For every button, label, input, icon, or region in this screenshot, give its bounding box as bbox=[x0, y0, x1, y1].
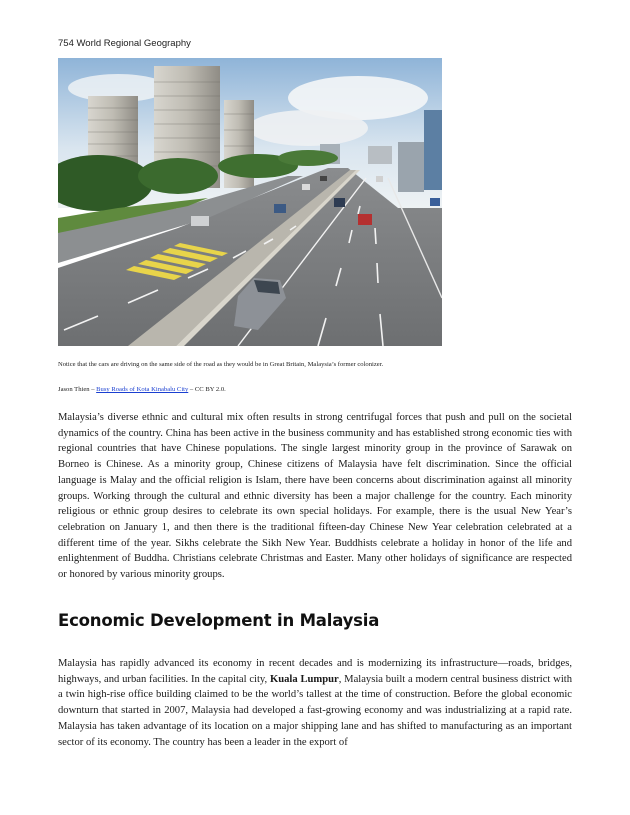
running-header: 754 World Regional Geography bbox=[58, 38, 191, 49]
section-heading: Economic Development in Malaysia bbox=[58, 611, 380, 630]
highway-photo bbox=[58, 58, 442, 346]
credit-link[interactable]: Busy Roads of Kota Kinabalu City bbox=[96, 386, 189, 393]
body-paragraph-2 bbox=[58, 656, 572, 750]
credit-author: Jason Thien – bbox=[58, 386, 97, 393]
body-paragraph-1: Malaysia’s diverse ethnic and cultural mix often results in strong centrifugal forces that push and pull on the societal dynamics of the country. China has been active in the business community and has established strong economic ties with regional countries that have Chinese populations. The single largest minority group in the province of Sarawak on Borneo is Chinese. As a minority group, Chinese citizens of Malaysia have felt discrimination. Since the official language is Malay and the official religion is Islam, there have been concerns about discrimination against all minority groups. Working through the cultural and ethnic diversity has been a major challenge for the country. Each minority religious or ethnic group desires to celebrate its own special holidays. For example, there is the usual New Year’s celebration on January 1, and then there is the traditional fifteen-day Chinese New Year celebration celebrated at a different time of the year. Sikhs celebrate the Sikh New Year. Buddhists celebrate a holiday in honor of the life and enlightenment of Buddha. Christians celebrate Christmas and Easter. Many other holidays of significance are respected or honored by various minority groups. bbox=[58, 412, 572, 581]
credit-license: – CC BY 2.0. bbox=[188, 386, 226, 393]
highway-photo-illustration bbox=[58, 58, 442, 346]
paragraph2-text-before: Malaysia has rapidly advanced its economy in recent decades and is modernizing its infrastructure—roads, bridges, highways, and urban facilities. In the capital city, bbox=[58, 658, 572, 685]
kuala-lumpur-term: Kuala Lumpur bbox=[269, 673, 339, 685]
figure-caption: Notice that the cars are driving on the same side of the road as they would be in Great Britain, Malaysia’s former colonizer. bbox=[58, 361, 384, 368]
paragraph2-text-after: , Malaysia built a modern central business district with a twin high-rise office building claimed to be the world’s tallest at the time of construction. Before the global economic downturn that started in 2007, Malaysia had developed a fast-growing economy and was industrializing at a rapid rate. Malaysia has taken advantage of its location on a major shipping lane and has shifted to manufacturing as an important sector of its economy. The country has been a leader in the export of bbox=[58, 673, 572, 748]
figure-credit bbox=[58, 386, 226, 393]
